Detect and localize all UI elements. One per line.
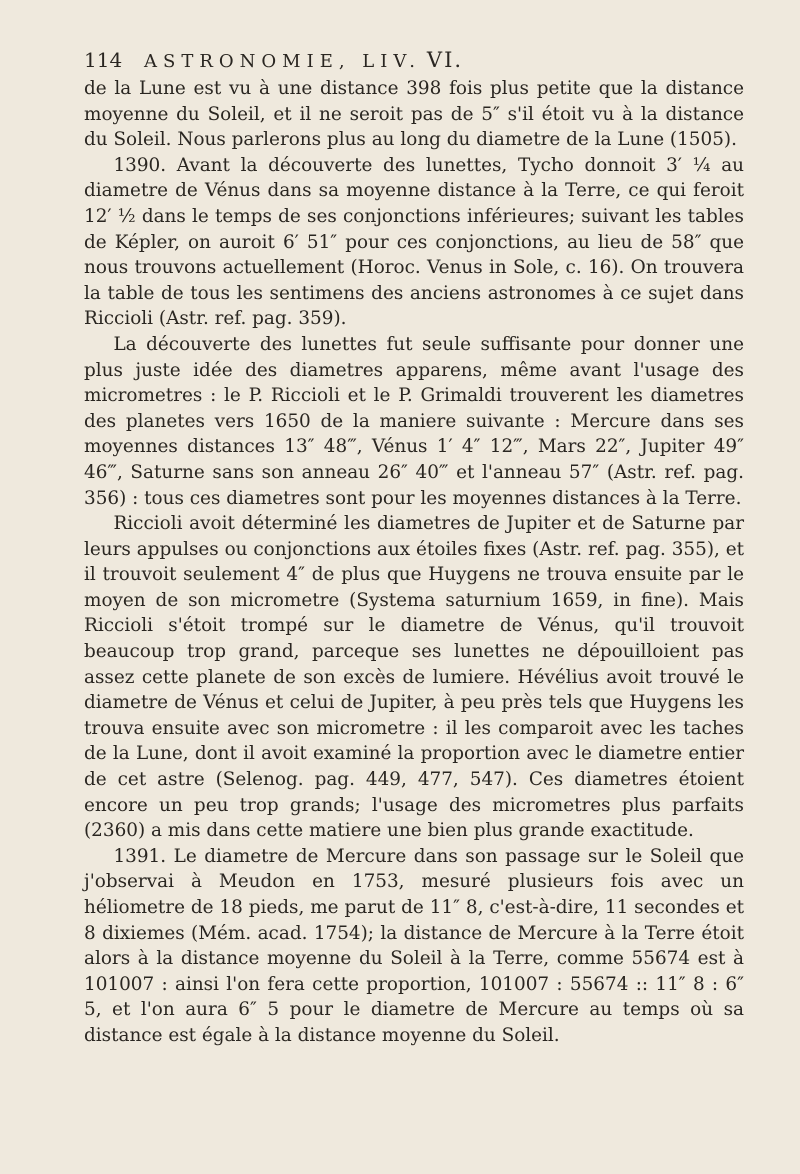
paragraph-1391: 1391. Le diametre de Mercure dans son passage sur le Soleil que j'observai à Meudon en 1753, mesuré plusieurs fois avec un héliometre de 18 pieds, me parut de 11″ 8, c'est-à-dire, 11 secondes et 8 dixiemes (Mém. acad. 1754); la distance de Mercure à la Terre étoit alors à la distance moyenne du Soleil à la Terre, comme 55674 est à 101007 : ainsi l'on fera cette proportion, 101007 : 55674 :: 11″ 8 : 6″ 5, et l'on aura 6″ 5 pour le diametre de Mercure au temps où sa distance est égale à la distance moyenne du Soleil. bbox=[84, 845, 744, 1046]
paragraph-1390: 1390. Avant la découverte des lunettes, Tycho donnoit 3′ ¼ au diametre de Vénus dans sa moyenne distance à la Terre, ce qui feroit 12′ ½ dans le temps de ses conjonctions inférieures; suivant les tables de Képler, on auroit 6′ 51″ pour ces conjonctions, au lieu de 58″ que nous trouvons actuellement (Horoc. Venus in Sole, c. 16). On trouvera la table de tous les sentimens des anciens astronomes à ce sujet dans Riccioli (Astr. ref. pag. 359). bbox=[84, 154, 744, 330]
body-text bbox=[84, 76, 744, 1049]
running-title bbox=[144, 48, 463, 72]
page-number: 114 bbox=[84, 48, 123, 72]
chapter-number: VI. bbox=[426, 48, 464, 72]
paragraph-lunettes: La découverte des lunettes fut seule suffisante pour donner une plus juste idée des diametres apparens, même avant l'usage des micrometres : le P. Riccioli et le P. Grimaldi trouverent les diametres des planetes vers 1650 de la maniere suivante : Mercure dans ses moyennes distances 13″ 48‴, Vénus 1′ 4″ 12‴, Mars 22″, Jupiter 49″ 46‴, Saturne sans son anneau 26″ 40‴ et l'anneau 57″ (Astr. ref. pag. 356) : tous ces diametres sont pour les moyennes distances à la Terre. bbox=[84, 333, 744, 509]
running-title-text: ASTRONOMIE, LIV. bbox=[144, 51, 421, 72]
paragraph-riccioli: Riccioli avoit déterminé les diametres de Jupiter et de Saturne par leurs appulses ou conjonctions aux étoiles fixes (Astr. ref. pag. 355), et il trouvoit seulement 4″ de plus que Huygens ne trouva ensuite par le moyen de son micrometre (Systema saturnium 1659, in fine). Mais Riccioli s'étoit trompé sur le diametre de Vénus, qu'il trouvoit beaucoup trop grand, parceque ses lunettes ne dépouilloient pas assez cette planete de son excès de lumiere. Hévélius avoit trouvé le diametre de Vénus et celui de Jupiter, à peu près tels que Huygens les trouva ensuite avec son micrometre : il les comparoit avec les taches de la Lune, dont il avoit examiné la proportion avec le diametre entier de cet astre (Selenog. pag. 449, 477, 547). Ces diametres étoient encore un peu trop grands; l'usage des micrometres plus parfaits (2360) a mis dans cette matiere une bien plus grande exactitude. bbox=[84, 513, 744, 842]
page-header bbox=[84, 48, 744, 72]
paragraph-continued: de la Lune est vu à une distance 398 fois plus petite que la distance moyenne du Soleil, et il ne seroit pas de 5″ s'il étoit vu à la distance du Soleil. Nous parlerons plus au long du diametre de la Lune (1505). bbox=[84, 78, 744, 151]
